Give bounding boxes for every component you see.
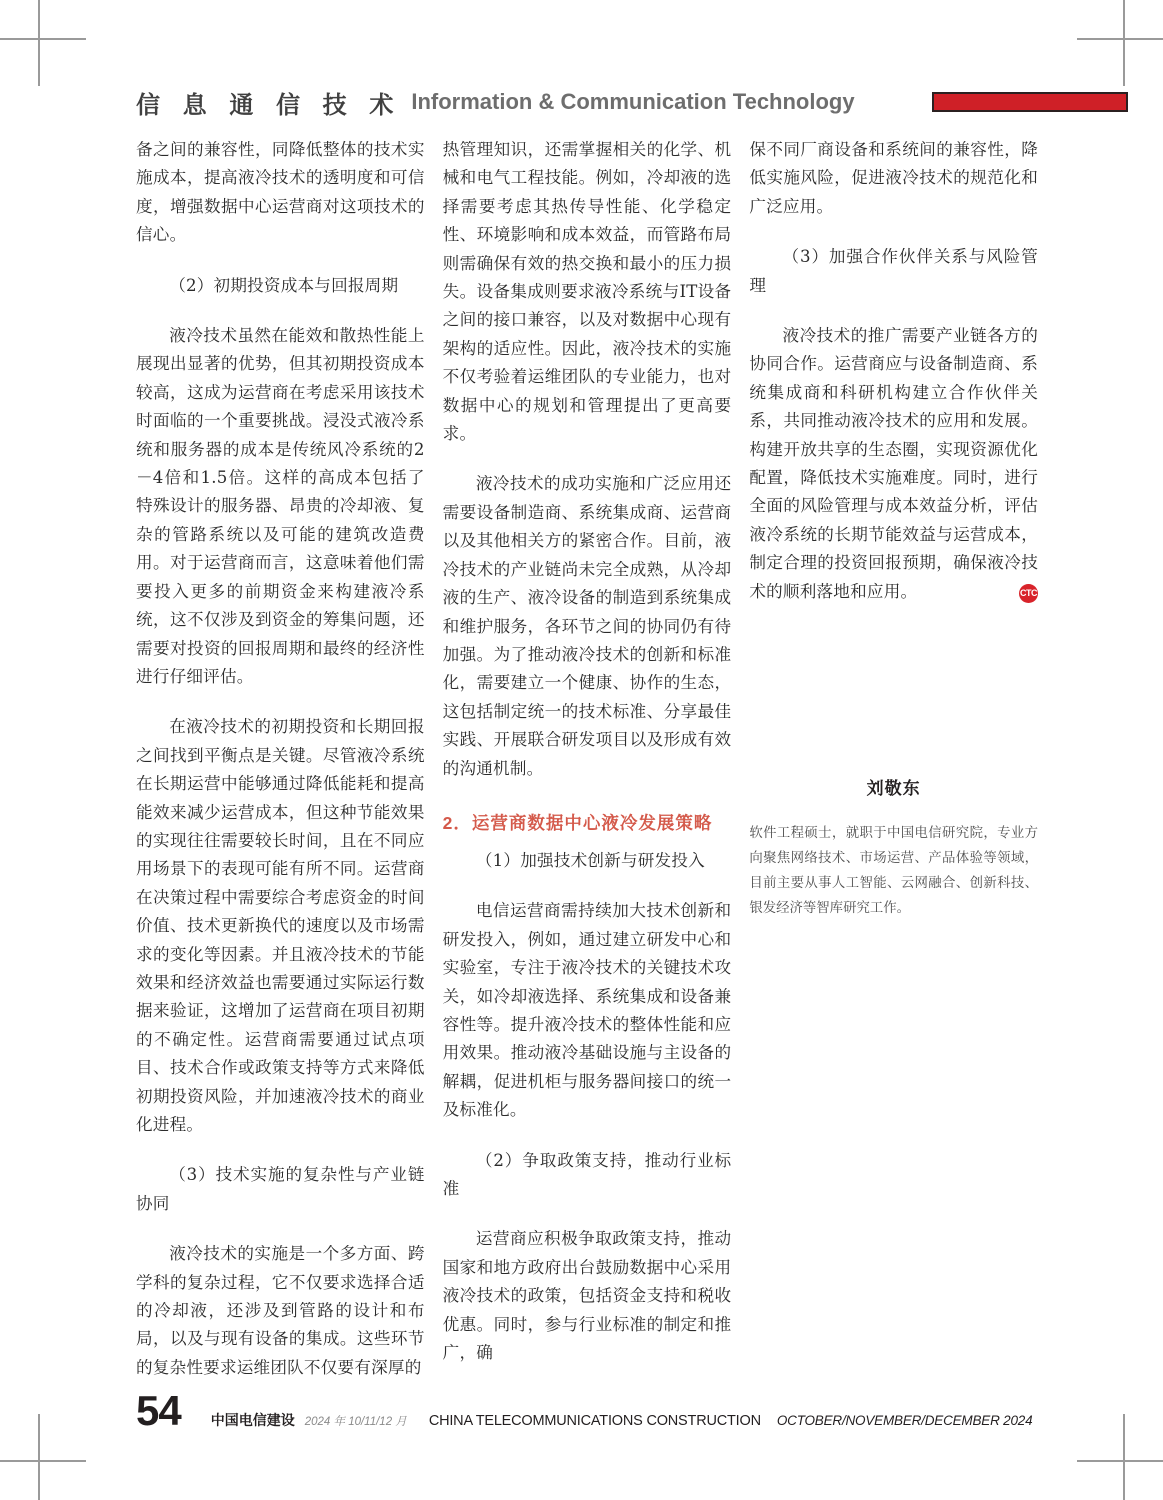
crop-mark-bottom-left-vertical bbox=[38, 1414, 40, 1500]
footer-journal-en: CHINA TELECOMMUNICATIONS CONSTRUCTION bbox=[428, 1413, 761, 1429]
subheading-1: （1）加强技术创新与研发投入 bbox=[475, 850, 705, 870]
running-head-title-cn: 信 息 通 信 技 术 bbox=[136, 91, 402, 119]
running-head-red-bar bbox=[932, 92, 1128, 112]
section-heading: 2．运营商数据中心液冷发展策略 bbox=[442, 812, 713, 833]
crop-mark-top-left-horizontal bbox=[0, 38, 86, 40]
paragraph: 在液冷技术的初期投资和长期回报之间找到平衡点是关键。尽管液冷系统在长期运营中能够通过降低能耗和提高能效来减少运营成本，但这种节能效果的实现往往需要较长时间，且在不同应用场景下的表现可能有所不同。运营商在决策过程中需要综合考虑资金的时间价值、技术更新换代的速度以及市场需求的变化等因素。并且液冷技术的节能效果和经济效益也需要通过实际运行数据来验证，这增加了运营商在项目初期的不确定性。运营商需要通过试点项目、技术合作或政策支持等方式来降低初期投资风险，并加速液冷技术的商业化进程。 bbox=[136, 717, 425, 1134]
subheading-2: （2）初期投资成本与回报周期 bbox=[169, 275, 399, 295]
paragraph: 电信运营商需持续加大技术创新和研发投入，例如，通过建立研发中心和实验室，专注于液冷技术的关键技术攻关，如冷却液选择、系统集成和设备兼容性等。提升液冷技术的整体性能和应用效果。推动液冷基础设施与主设备的解耦，促进机柜与服务器间接口的统一及标准化。 bbox=[442, 901, 732, 1120]
author-bio-text: 软件工程硕士，就职于中国电信研究院，专业方向聚焦网络技术、市场运营、产品体验等领域，目前主要从事人工智能、云网融合、创新科技、银发经济等智库研究工作。 bbox=[749, 826, 1039, 917]
running-head bbox=[136, 84, 1128, 120]
subheading-3: （3）技术实施的复杂性与产业链协同 bbox=[136, 1165, 425, 1213]
article-columns bbox=[136, 136, 1038, 1382]
footer-issue-en: OCTOBER/NOVEMBER/DECEMBER 2024 bbox=[776, 1413, 1033, 1428]
footer-issue-cn: 2024 年 10/11/12 月 bbox=[304, 1416, 407, 1428]
subheading-3: （3）加强合作伙伴关系与风险管理 bbox=[749, 247, 1039, 295]
column-2 bbox=[443, 136, 732, 1382]
paragraph: 运营商应积极争取政策支持，推动国家和地方政府出台鼓励数据中心采用液冷技术的政策，包括资金支持和税收优惠。同时，参与行业标准的制定和推广，确 bbox=[442, 1229, 732, 1363]
paragraph: 液冷技术的成功实施和广泛应用还需要设备制造商、系统集成商、运营商以及其他相关方的紧密合作。目前，液冷技术的产业链尚未完全成熟，从冷却液的生产、液冷设备的制造到系统集成和维护服务，各环节之间的协同仍有待加强。为了推动液冷技术的创新和标准化，需要建立一个健康、协作的生态，这包括制定统一的技术标准、分享最佳实践、开展联合研发项目以及形成有效的沟通机制。 bbox=[442, 474, 732, 778]
page-number: 54 bbox=[136, 1387, 181, 1434]
end-of-article-mark-icon: CTC bbox=[1019, 584, 1038, 603]
column-1 bbox=[136, 136, 425, 1382]
crop-mark-bottom-left-horizontal bbox=[0, 1460, 86, 1462]
paragraph: 液冷技术虽然在能效和散热性能上展现出显著的优势，但其初期投资成本较高，这成为运营商在考虑采用该技术时面临的一个重要挑战。浸没式液冷系统和服务器的成本是传统风冷系统的2－4倍和1.5倍。这样的高成本包括了特殊设计的服务器、昂贵的冷却液、复杂的管路系统以及可能的建筑改造费用。对于运营商而言，这意味着他们需要投入更多的前期资金来构建液冷系统，这不仅涉及到资金的筹集问题，还需要对投资的回报周期和最终的经济性进行仔细评估。 bbox=[136, 326, 425, 686]
footer-journal-cn: 中国电信建设 bbox=[210, 1413, 295, 1429]
paragraph: 备之间的兼容性，同降低整体的技术实施成本，提高液冷技术的透明度和可信度，增强数据中心运营商对这项技术的信心。 bbox=[136, 140, 425, 245]
crop-mark-top-right-vertical bbox=[1123, 0, 1125, 86]
crop-mark-bottom-right-horizontal bbox=[1077, 1460, 1163, 1462]
crop-mark-top-right-horizontal bbox=[1077, 38, 1163, 40]
author-bio bbox=[749, 774, 1038, 921]
column-3 bbox=[749, 136, 1038, 1382]
running-head-title-en: Information & Communication Technology bbox=[411, 89, 855, 114]
paragraph: 热管理知识，还需掌握相关的化学、机械和电气工程技能。例如，冷却液的选择需要考虑其热传导性能、化学稳定性、环境影响和成本效益，而管路布局则需确保有效的热交换和最小的压力损失。设备集成则要求液冷系统与IT设备之间的接口兼容，以及对数据中心现有架构的适应性。因此，液冷技术的实施不仅考验着运维团队的专业能力，也对数据中心的规划和管理提出了更高要求。 bbox=[442, 140, 732, 444]
subheading-2: （2）争取政策支持，推动行业标准 bbox=[442, 1150, 732, 1198]
crop-mark-top-left-vertical bbox=[38, 0, 40, 86]
paragraph: 液冷技术的实施是一个多方面、跨学科的复杂过程，它不仅要求选择合适的冷却液，还涉及到管路的设计和布局，以及与现有设备的集成。这些环节的复杂性要求运维团队不仅要有深厚的 bbox=[136, 1244, 425, 1377]
author-name: 刘敬东 bbox=[866, 779, 921, 800]
page-footer bbox=[136, 1387, 1136, 1434]
paragraph: 保不同厂商设备和系统间的兼容性，降低实施风险，促进液冷技术的规范化和广泛应用。 bbox=[749, 140, 1039, 216]
paragraph: 液冷技术的推广需要产业链各方的协同合作。运营商应与设备制造商、系统集成商和科研机构建立合作伙伴关系，共同推动液冷技术的应用和发展。构建开放共享的生态圈，实现资源优化配置，降低技术实施难度。同时，进行全面的风险管理与成本效益分析，评估液冷系统的长期节能效益与运营成本，制定合理的投资回报预期，确保液冷技术的顺利落地和应用。 bbox=[749, 326, 1039, 601]
